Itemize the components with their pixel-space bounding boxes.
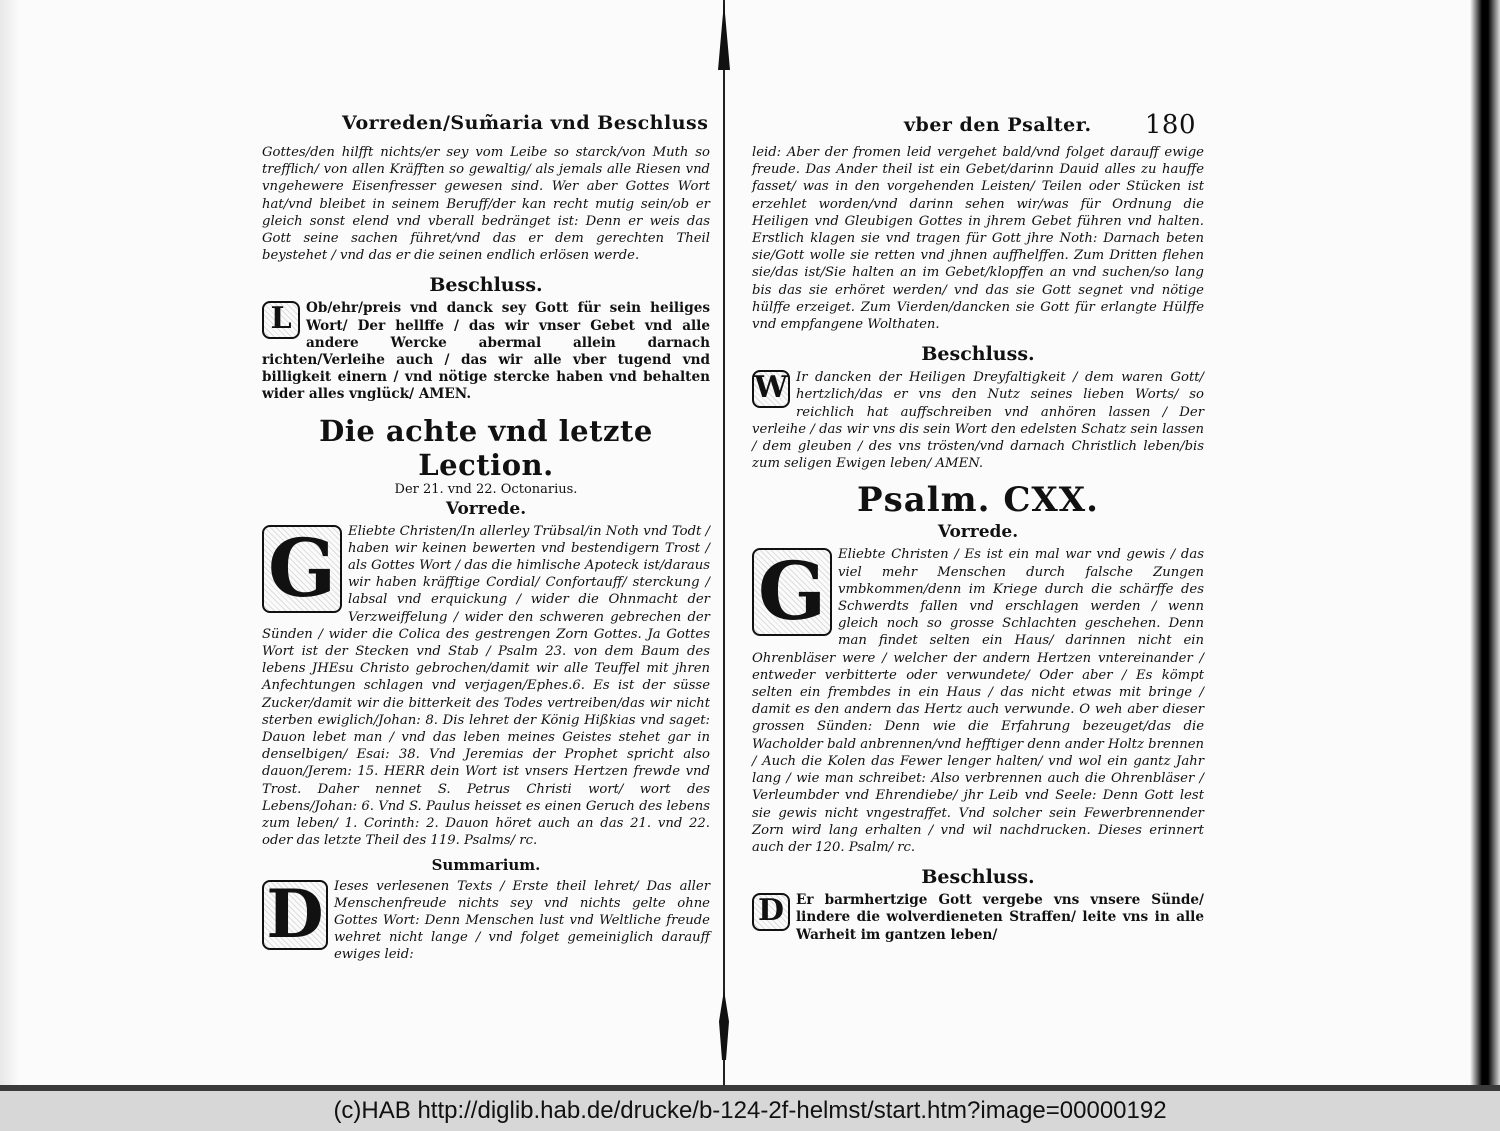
right-page bbox=[752, 110, 1204, 944]
left-beschluss-heading: Beschluss. bbox=[429, 274, 543, 297]
right-vorrede-heading: Vorrede. bbox=[937, 522, 1019, 543]
left-page-edge bbox=[0, 0, 20, 1085]
left-beschluss-block bbox=[262, 300, 710, 403]
right-beschluss-block-1 bbox=[752, 369, 1204, 472]
right-page-edge bbox=[1470, 0, 1500, 1085]
left-paragraph-1: Gottes/den hilfft nichts/er sey vom Leibe so starck/von Muth so trefflich/ von allen Kräfften so gewaltig/ als jemals alle Riesen vnd vngehewere Eisenfresser gewesen sind. Wer aber Gottes Wort hat/vnd bleibet in seinem Beruff/der kan recht mutig sein/ob er gleich sonst elend vnd vberall bedränget ist: Denn er weis das Gott seine sachen führet/vnd das er dem gerechten Theil beystehet / vnd das er die seinen endlich erlösen werde. bbox=[262, 145, 710, 264]
right-beschluss-heading-2: Beschluss. bbox=[921, 866, 1035, 889]
right-beschluss-heading-1: Beschluss. bbox=[921, 343, 1035, 366]
right-beschluss-text-1: Ir dancken der Heiligen Dreyfaltigkeit / dem waren Gott/ hertzlich/das er vns den Nutz seines lieben Worts/ so reichlich hat auffschreiben vnd anhören lassen / Der verleihe / das wir vns dis sein Wort den edelsten Schatz sein lassen / dem gleuben / des vns trösten/vnd darnach Christlich leben/bis zum seligen Ewigen leben/ AMEN. bbox=[752, 370, 1204, 472]
left-vorrede-initial: G bbox=[262, 525, 342, 613]
left-running-head-title: Vorreden/Sum̃aria vnd Beschluss bbox=[342, 112, 709, 134]
source-credit-bar bbox=[0, 1085, 1500, 1131]
summarium-initial: D bbox=[262, 880, 328, 950]
right-beschluss-text-2: Er barmhertzige Gott vergebe vns vnsere Sünde/ lindere die wolverdieneten Straffen/ leite vns in alle Warheit im gantzen leben/ bbox=[796, 892, 1204, 943]
summarium-text: Ieses verlesenen Texts / Erste theil lehret/ Das aller Menschenfreude nichts sey vnd nichts gelte ohne Gottes Wort: Denn Menschen lust vnd Weltliche freude wehret nicht lange / vnd folget gemeiniglich darauff ewiges leid: bbox=[334, 878, 710, 963]
right-vorrede-text: Eliebte Christen / Es ist ein mal war vnd gewis / das viel mehr Menschen durch falsche Zungen vmbkommen/denn im Kriege durch die schärffe des Schwerdts fallen vnd erschlagen werden / wenn gleich noch so grosse Schlachten geschehen. Denn man findet selten ein Haus/ darinnen nicht ein Ohrenbläser were / welcher der andern Hertzen vntereinander / entweder verbitterte oder verwundete/ Oder aber / Es kömpt selten ein frembdes in ein Haus / das nicht etwas mit bringe / damit es den andern das Hertz auch verwunde. O weh aber dieser grossen Sünden: Denn wie die Erfahrung bezeuget/das die Wacholder bald anbrennen/vnd hefftiger denn ander Holtz brennen / Auch die Kolen das Fewer lenger halten/ vnd wol ein gantz Jahr lang / wie man schreibet: Also verbrennen auch die Ohrenbläser / Verleumbder vnd Ehrendiebe/ jhr Leib vnd Seele: Denn Gott lest sie gewis nicht vngestraffet. Vnd solcher sein Fewerbrennender Zorn wird lang erhalten / vnd wil nachdrucken. Dieses erinnert auch der 120. Psalm/ rc. bbox=[752, 547, 1204, 855]
lection-title: Die achte vnd letzte Lection. bbox=[319, 413, 653, 482]
psalm-title: Psalm. CXX. bbox=[857, 480, 1099, 521]
left-beschluss-text: Ob/ehr/preis vnd danck sey Gott für sein heiliges Wort/ Der hellffe / das wir vnser Gebet vnd alle andere Wercke abermal allein darnach richten/Verleihe auch / das wir alle vber tugend vnd billigkeit einern / vnd nötige stercke haben vnd behalten wider alles vnglück/ AMEN. bbox=[262, 300, 710, 403]
left-beschluss-initial: L bbox=[262, 301, 300, 339]
left-vorrede-text: Eliebte Christen/In allerley Trübsal/in Noth vnd Todt / haben wir keinen bewerten vnd bestendigern Trost / als Gottes Wort / das die himlische Apoteck ist/daraus wir haben kräfftige Cordial/ Confortauff/ sterckung / labsal vnd erquickung / wider die Ohnmacht der Verzweiffelung / wider den schweren gebrechen der Sünden / wider die Colica des gestrengen Zorn Gottes. Ja Gottes Wort ist der Stecken vnd Stab / Psalm 23. von dem Baum des lebens JHEsu Christo gebrochen/damit wir alle Teuffel mit jhren Anfechtungen schlagen vnd verjagen/Ephes.6. Es ist der süsse Zucker/damit wir die bitterkeit des Todes vertreiben/das wir nicht sterben ewiglich/Johan: 8. Dis lehret der König Hißkias vnd saget: Dauon lebet man / vnd das leben meines Geistes stehet gar in denselbigen/ Esai: 38. Vnd Jeremias der Prophet spricht also dauon/Jerem: 15. HERR dein Wort ist vnsers Hertzen frewde vnd Trost. Daher nennet S. Petrus Christi wort/ wort des Lebens/Johan: 6. Vnd S. Paulus heisset es einen Geruch des lebens zum leben/ 1. Corinth: 2. Dauon höret auch an das 21. vnd 22. oder das letzte Theil des 119. Psalms/ rc. bbox=[262, 523, 710, 849]
right-vorrede-block bbox=[752, 546, 1204, 856]
lection-subtitle: Der 21. vnd 22. Octonarius. bbox=[394, 481, 578, 497]
right-paragraph-1: leid: Aber der fromen leid vergehet bald/vnd folget darauff ewige freude. Das Ander theil ist ein Gebet/darinn Dauid alles zu hauffe fasset/ was in den vorgehenden Leisten/ Teilen oder Stücken ist erzehlet worden/vnd darinn sehen wir/was für Ordnung die Heiligen vnd Gleubigen Gottes in jhrem Gebet führen vnd halten. Erstlich klagen sie vnd tragen für Gott jhre Noth: Darnach beten sie/Gott wolle sie retten vnd jhnen auffhelffen. Zum Dritten flehen sie/das ist/Sie halten an im Gebet/klopffen an vnd suchen/so lang bis das sie erhöret werden/ vnd das sie Gott segnet vnd nötige hülffe erzeiget. Zum Vierden/dancken sie Gott für erlangte Hülffe vnd empfangene Wolthaten. bbox=[752, 145, 1204, 333]
gutter-line bbox=[723, 0, 725, 1085]
right-beschluss-initial-2: D bbox=[752, 893, 790, 931]
summarium-heading: Summarium. bbox=[431, 855, 541, 874]
right-beschluss-block-2 bbox=[752, 892, 1204, 944]
right-running-head bbox=[752, 110, 1204, 140]
gutter-shadow-top bbox=[718, 2, 730, 70]
left-vorrede-block bbox=[262, 520, 710, 850]
left-page bbox=[262, 110, 710, 964]
page-number: 180 bbox=[1144, 110, 1196, 140]
right-vorrede-initial: G bbox=[752, 548, 832, 636]
book-gutter bbox=[718, 0, 730, 1085]
left-running-head bbox=[262, 110, 710, 140]
summarium-block bbox=[262, 874, 710, 964]
gutter-shadow-bottom bbox=[719, 990, 729, 1060]
right-beschluss-initial-1: W bbox=[752, 370, 790, 408]
left-vorrede-heading: Vorrede. bbox=[445, 498, 527, 519]
right-running-head-title: vber den Psalter. bbox=[904, 114, 1092, 136]
source-credit-text: (c)HAB http://diglib.hab.de/drucke/b-124-2f-helmst/start.htm?image=00000192 bbox=[333, 1097, 1167, 1124]
